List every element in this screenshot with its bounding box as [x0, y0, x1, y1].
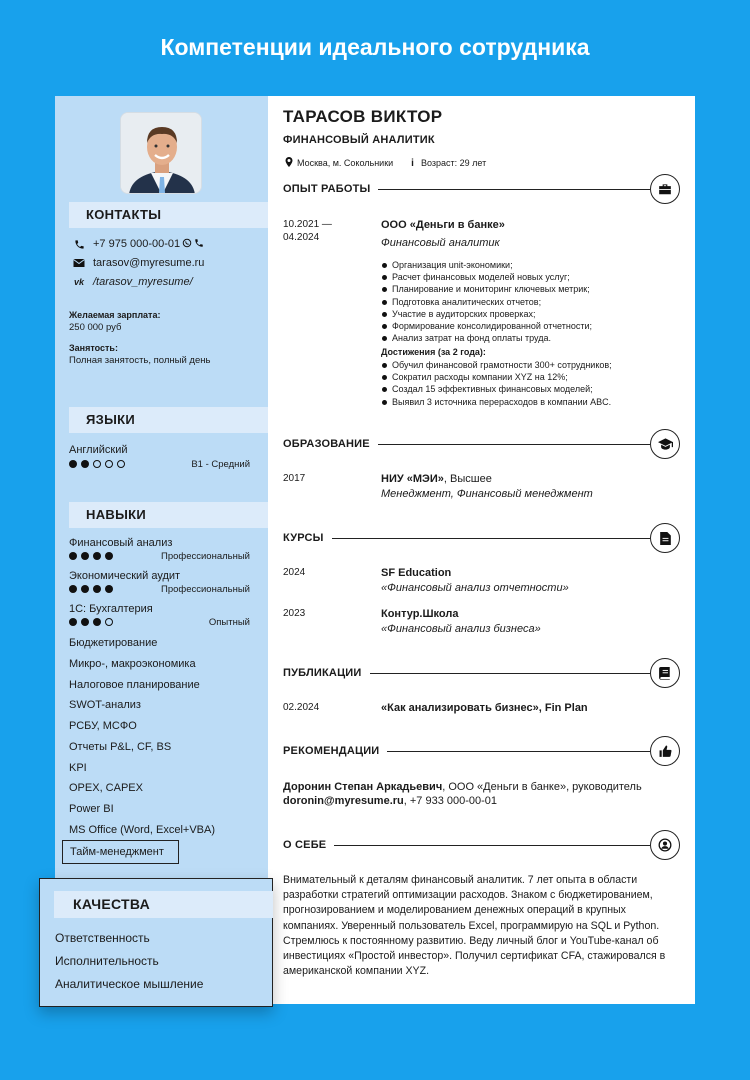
recommender-details: , ООО «Деньги в банке», руководитель — [442, 781, 642, 793]
employment-value: Полная занятость, полный день — [69, 355, 211, 366]
vk-row — [72, 275, 193, 289]
user-icon — [650, 830, 680, 860]
mail-icon — [72, 256, 86, 270]
email-link[interactable]: tarasov@myresume.ru — [93, 257, 205, 269]
list-item: Анализ затрат на фонд оплаты труда. — [381, 332, 592, 344]
vk-link[interactable]: /tarasov_myresume/ — [93, 276, 193, 288]
skills-heading: НАВЫКИ — [69, 502, 268, 528]
qualities-heading: КАЧЕСТВА — [54, 891, 273, 918]
email-row — [72, 256, 204, 270]
education-title: ОБРАЗОВАНИЕ — [283, 438, 370, 450]
course-year: 2023 — [283, 608, 306, 619]
list-item: Подготовка аналитических отчетов; — [381, 296, 592, 308]
skill-item: РСБУ, МСФО — [69, 720, 137, 732]
list-item: Планирование и мониторинг ключевых метрик; — [381, 283, 592, 295]
experience-role: Финансовый аналитик — [381, 237, 500, 249]
briefcase-icon — [650, 174, 680, 204]
rating-dot — [69, 618, 77, 626]
phone-row — [72, 237, 204, 251]
skill-level: Профессиональный — [161, 584, 250, 595]
skill-item: Налоговое планирование — [69, 679, 200, 691]
recommender-name: Доронин Степан Аркадьевич — [283, 781, 443, 793]
candidate-meta — [285, 157, 486, 169]
rating-dot — [81, 552, 89, 560]
whatsapp-icon — [182, 238, 192, 251]
salary-value: 250 000 руб — [69, 322, 122, 333]
resume-sidebar — [55, 96, 268, 1004]
education-school: НИУ «МЭИ» — [381, 473, 444, 485]
skill-name: Экономический аудит — [69, 570, 181, 582]
book-icon — [650, 658, 680, 688]
about-text: Внимательный к деталям финансовый аналитик. 7 лет опыта в области разработки стратегий оптимизации расходов. Знаком с бюджетированием, прогнозированием и моделированием денежных операций в крупных компаниях. Уверенный пользователь Excel, программирую на SQL и Python. Стремлюсь к постоянному развитию. Веду личный блог и YouTube-канал об инвестициях «Простой инвестор». Получил сертификат CFA, стажировался в американской компании XYZ. — [283, 874, 666, 978]
experience-company: ООО «Деньги в банке» — [381, 219, 505, 231]
course-school: Контур.Школа — [381, 608, 459, 620]
education-degree: , Высшее — [443, 473, 492, 485]
language-name: Английский — [69, 444, 128, 456]
education-field: Менеджмент, Финансовый менеджмент — [381, 488, 593, 500]
qualities-panel[interactable] — [39, 878, 273, 1007]
list-item: Формирование консолидированной отчетности; — [381, 320, 592, 332]
section-divider — [334, 845, 650, 846]
location-pin-icon — [285, 157, 293, 169]
skill-item: KPI — [69, 762, 87, 774]
employment-label: Занятость: — [69, 343, 118, 353]
course-year: 2024 — [283, 567, 306, 578]
achievements-title: Достижения (за 2 года): — [381, 347, 486, 357]
skill-rating — [69, 552, 113, 560]
contacts-heading: КОНТАКТЫ — [69, 202, 268, 228]
rating-dot — [93, 460, 101, 468]
highlighted-skill[interactable]: Тайм-менеджмент — [62, 840, 179, 864]
skill-name: 1С: Бухгалтерия — [69, 603, 153, 615]
section-divider — [370, 673, 650, 674]
document-icon — [650, 523, 680, 553]
rating-dot — [105, 618, 113, 626]
publication-date: 02.2024 — [283, 702, 320, 713]
skill-rating — [69, 585, 113, 593]
info-icon: i — [411, 157, 414, 169]
course-school: SF Education — [381, 567, 452, 579]
skill-item: Микро-, макроэкономика — [69, 658, 196, 670]
rating-dot — [105, 460, 113, 468]
experience-date — [283, 218, 332, 244]
publications-title: ПУБЛИКАЦИИ — [283, 667, 362, 679]
quality-item: Аналитическое мышление — [55, 977, 204, 991]
skill-rating — [69, 618, 113, 626]
phone-icon — [72, 237, 86, 251]
rating-dot — [81, 460, 89, 468]
date-from: 10.2021 — — [283, 219, 332, 230]
rating-dot — [93, 585, 101, 593]
list-item: Создал 15 эффективных финансовых моделей; — [381, 383, 612, 395]
phone-number[interactable]: +7 975 000-00-01 — [93, 238, 181, 250]
recommendations-section-header — [283, 736, 680, 766]
skill-item: SWOT-анализ — [69, 699, 141, 711]
recommender-line — [283, 781, 642, 793]
thumbs-up-icon — [650, 736, 680, 766]
skill-item: Отчеты P&L, CF, BS — [69, 741, 172, 753]
duties-list — [381, 259, 592, 344]
skill-level: Опытный — [208, 617, 250, 628]
resume-main — [268, 96, 695, 1004]
section-divider — [332, 538, 650, 539]
list-item: Сократил расходы компании XYZ на 12%; — [381, 371, 612, 383]
date-to: 04.2024 — [283, 232, 320, 243]
recommender-contacts — [283, 795, 497, 807]
rating-dot — [81, 618, 89, 626]
publication-title: «Как анализировать бизнес», Fin Plan — [381, 702, 588, 714]
education-school-line — [381, 473, 492, 485]
skill-item: MS Office (Word, Excel+VBA) — [69, 824, 215, 836]
course-title: «Финансовый анализ бизнеса» — [381, 623, 541, 635]
viber-icon — [194, 238, 204, 251]
courses-section-header — [283, 523, 680, 553]
skill-level: Профессиональный — [161, 551, 250, 562]
rating-dot — [105, 552, 113, 560]
rating-dot — [69, 460, 77, 468]
rating-dot — [69, 585, 77, 593]
course-title: «Финансовый анализ отчетности» — [381, 582, 569, 594]
experience-title: ОПЫТ РАБОТЫ — [283, 183, 371, 195]
rating-dot — [69, 552, 77, 560]
skill-item: Power BI — [69, 803, 114, 815]
rating-dot — [105, 585, 113, 593]
section-divider — [378, 189, 650, 190]
languages-heading: ЯЗЫКИ — [69, 407, 268, 433]
resume-sheet — [55, 96, 695, 1004]
section-divider — [378, 444, 650, 445]
location-text: Москва, м. Сокольники — [297, 158, 394, 168]
quality-item: Исполнительность — [55, 954, 159, 968]
profile-photo — [120, 112, 202, 194]
about-title: О СЕБЕ — [283, 839, 327, 851]
courses-title: КУРСЫ — [283, 532, 324, 544]
list-item: Выявил 3 источника перерасходов в компании ABC. — [381, 396, 612, 408]
skill-item: OPEX, CAPEX — [69, 782, 143, 794]
achievements-list — [381, 359, 612, 408]
recommender-email[interactable]: doronin@myresume.ru — [283, 795, 404, 807]
candidate-position: ФИНАНСОВЫЙ АНАЛИТИК — [283, 134, 435, 146]
experience-section-header — [283, 174, 680, 204]
list-item: Обучил финансовой грамотности 300+ сотрудников; — [381, 359, 612, 371]
rating-dot — [81, 585, 89, 593]
rating-dot — [117, 460, 125, 468]
page-banner: Компетенции идеального сотрудника — [160, 34, 590, 60]
language-level: B1 - Средний — [191, 459, 250, 470]
quality-item: Ответственность — [55, 931, 150, 945]
candidate-name: ТАРАСОВ ВИКТОР — [283, 107, 443, 126]
education-year: 2017 — [283, 473, 306, 484]
rating-dot — [93, 552, 101, 560]
language-rating — [69, 460, 125, 468]
recommender-phone[interactable]: , +7 933 000-00-01 — [403, 795, 498, 807]
list-item: Расчет финансовых моделей новых услуг; — [381, 271, 592, 283]
education-section-header — [283, 429, 680, 459]
recommendations-title: РЕКОМЕНДАЦИИ — [283, 745, 380, 757]
salary-label: Желаемая зарплата: — [69, 310, 161, 320]
list-item: Участие в аудиторских проверках; — [381, 308, 592, 320]
skill-item: Бюджетирование — [69, 637, 158, 649]
vk-icon: vk — [73, 277, 84, 287]
rating-dot — [93, 618, 101, 626]
age-text: Возраст: 29 лет — [420, 158, 487, 168]
graduation-cap-icon — [650, 429, 680, 459]
section-divider — [387, 751, 650, 752]
skill-name: Финансовый анализ — [69, 537, 173, 549]
publications-section-header — [283, 658, 680, 688]
list-item: Организация unit-экономики; — [381, 259, 592, 271]
about-section-header — [283, 830, 680, 860]
